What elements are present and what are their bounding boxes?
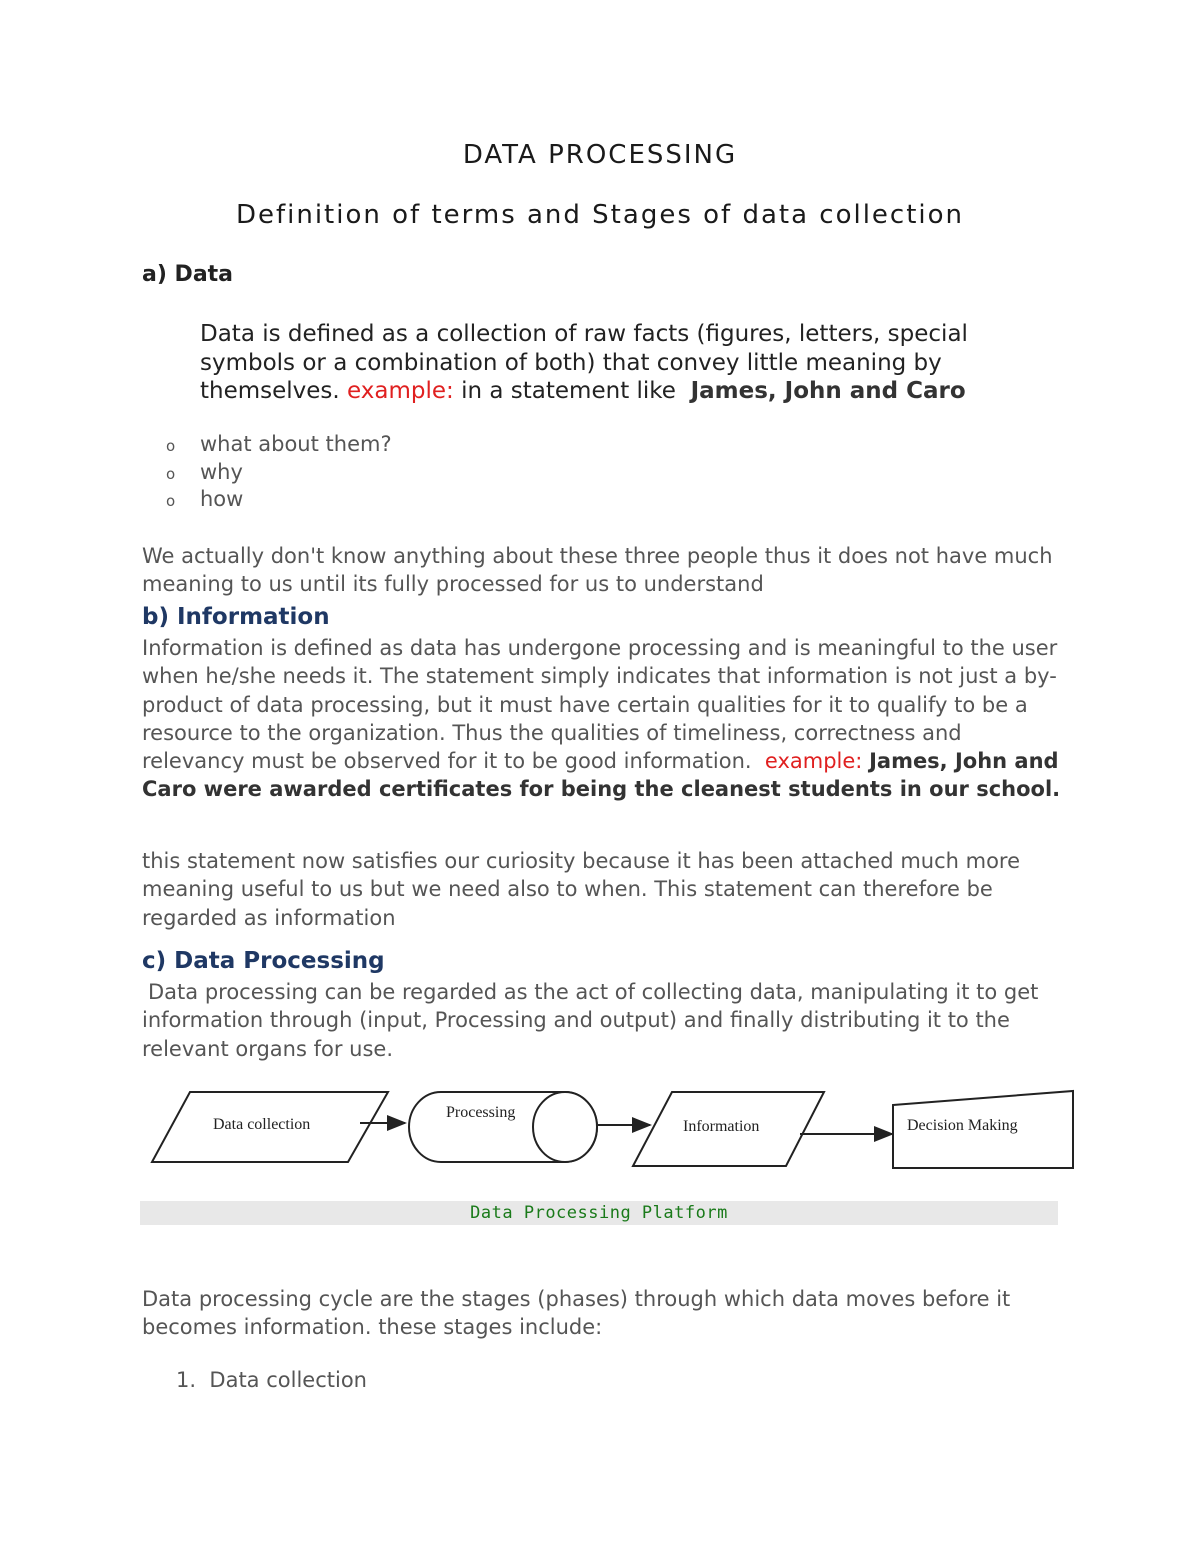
example-names: James, John and Caro — [690, 378, 966, 404]
information-definition-text: Information is defined as data has undergone processing and is meaningful to the user when he/she needs it. The statement simply indicates that information is not just a by-product of data processing, but it must have certain qualities for it to qualify to be a resource to the organization. Thus the qualities of timeliness, correctness and relevancy must be observed for it to be good information. — [142, 636, 1058, 774]
diagram-node-label: Decision Making — [907, 1117, 1018, 1134]
example-label: example: — [764, 749, 863, 774]
list-number: 1. — [176, 1368, 197, 1392]
section-heading-data: a) Data — [142, 262, 234, 287]
list-item — [166, 460, 243, 484]
bullet-marker: o — [166, 465, 176, 483]
data-processing-diagram — [140, 1085, 1080, 1175]
bullet-marker: o — [166, 437, 176, 455]
diagram-node-label: Processing — [446, 1104, 516, 1121]
information-definition — [142, 634, 1062, 804]
list-text: Data collection — [209, 1368, 367, 1392]
data-definition-text: Data is defined as a collection of raw facts (figures, letters, special symbols or a combination of both) that convey little meaning by themselves. — [200, 321, 968, 404]
data-definition — [200, 320, 1030, 406]
data-processing-definition: Data processing can be regarded as the act of collecting data, manipulating it to get information through (input, Processing and output) and finally distributing it to the relevant organs for use. — [142, 980, 1039, 1061]
list-item — [176, 1368, 367, 1392]
diagram-node-label: Data collection — [213, 1116, 311, 1133]
cylinder-end-shape — [533, 1092, 597, 1162]
diagram-caption: Data Processing Platform — [140, 1201, 1058, 1225]
diagram-node-label: Information — [683, 1118, 760, 1135]
section-heading-data-processing: c) Data Processing — [142, 948, 385, 974]
data-paragraph: We actually don't know anything about these three people thus it does not have much meaning to us until its fully processed for us to understand — [142, 544, 1053, 597]
bullet-marker: o — [166, 492, 176, 510]
bullet-text: how — [200, 487, 244, 511]
information-paragraph: this statement now satisfies our curiosity because it has been attached much more meaning useful to us but we need also to when. This statement can therefore be regarded as information — [142, 849, 1021, 930]
page-title: DATA PROCESSING — [462, 140, 738, 170]
bullet-text: what about them? — [200, 432, 392, 456]
page-subtitle: Definition of terms and Stages of data collection — [235, 200, 965, 230]
example-label: example: — [347, 378, 454, 404]
cycle-intro: Data processing cycle are the stages (phases) through which data moves before it becomes information. these stages include: — [142, 1287, 1011, 1340]
bullet-text: why — [200, 460, 243, 484]
list-item — [166, 432, 392, 456]
example-sentence: James, John and Caro were awarded certificates for being the cleanest students in our school. — [142, 749, 1061, 802]
list-item — [166, 487, 243, 511]
section-heading-information: b) Information — [142, 604, 330, 630]
example-text: in a statement like — [461, 378, 676, 404]
